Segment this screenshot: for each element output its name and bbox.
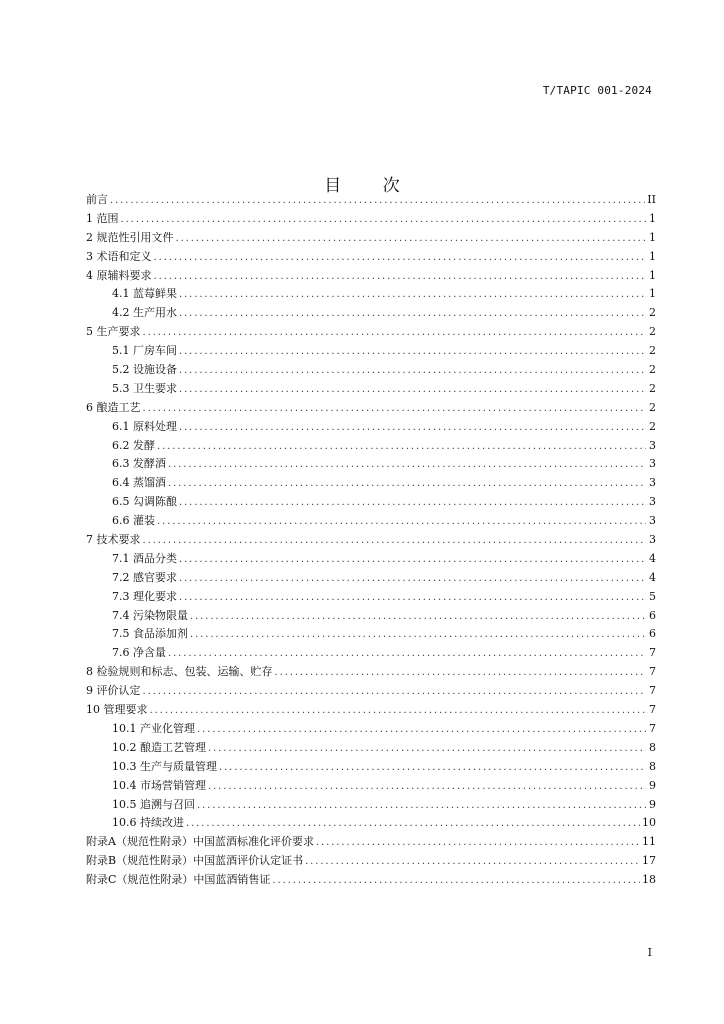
toc-entry-label: 5.2 设施设备 bbox=[112, 363, 177, 377]
toc-entry-label: 4 原辅料要求 bbox=[86, 268, 152, 282]
toc-entry-page: 4 bbox=[649, 570, 656, 584]
toc-entry-page: 10 bbox=[642, 816, 656, 830]
toc-dot-leader bbox=[157, 513, 646, 532]
toc-dot-leader bbox=[143, 324, 647, 343]
toc-entry-label: 7.5 食品添加剂 bbox=[112, 627, 188, 641]
toc-entry[interactable] bbox=[86, 493, 656, 512]
toc-entry-page: 1 bbox=[649, 268, 656, 282]
toc-dot-leader bbox=[208, 778, 646, 797]
toc-dot-leader bbox=[197, 797, 646, 816]
toc-entry[interactable] bbox=[86, 418, 656, 437]
toc-dot-leader bbox=[275, 664, 647, 683]
toc-entry-label: 10.2 酿造工艺管理 bbox=[112, 740, 206, 754]
toc-entry-page: 5 bbox=[649, 589, 656, 603]
toc-entry-label: 6.5 勾调陈酿 bbox=[112, 495, 177, 509]
toc-entry-page: 7 bbox=[649, 721, 656, 735]
toc-entry-page: 7 bbox=[649, 684, 656, 698]
toc-entry-label: 6.1 原料处理 bbox=[112, 419, 177, 433]
toc-entry-page: 3 bbox=[649, 514, 656, 528]
toc-entry-label: 10.1 产业化管理 bbox=[112, 721, 195, 735]
toc-entry[interactable] bbox=[86, 852, 656, 871]
toc-entry[interactable] bbox=[86, 550, 656, 569]
toc-entry[interactable] bbox=[86, 229, 656, 248]
toc-entry-label: 前言 bbox=[86, 193, 108, 206]
toc-dot-leader bbox=[179, 589, 646, 608]
toc-dot-leader bbox=[190, 608, 646, 627]
toc-entry-page: 18 bbox=[642, 873, 656, 887]
toc-dot-leader bbox=[143, 683, 647, 702]
toc-entry[interactable] bbox=[86, 248, 656, 267]
toc-entry[interactable] bbox=[86, 871, 656, 890]
toc-dot-leader bbox=[219, 759, 646, 778]
toc-entry-label: 6.6 灌装 bbox=[112, 514, 155, 528]
toc-dot-leader bbox=[143, 532, 647, 551]
toc-entry-page: 2 bbox=[649, 363, 656, 377]
toc-entry-page: 4 bbox=[649, 551, 656, 565]
toc-dot-leader bbox=[179, 570, 646, 589]
toc-entry-label: 附录B（规范性附录）中国蓝酒评价认定证书 bbox=[86, 854, 304, 868]
toc-entry-page: 11 bbox=[642, 835, 656, 849]
toc-entry[interactable] bbox=[86, 285, 656, 304]
toc-dot-leader bbox=[208, 740, 646, 759]
toc-dot-leader bbox=[179, 381, 646, 400]
toc-entry-label: 7.2 感官要求 bbox=[112, 570, 177, 584]
toc-dot-leader bbox=[157, 438, 646, 457]
toc-entry[interactable] bbox=[86, 833, 656, 852]
toc-entry-page: 6 bbox=[649, 608, 656, 622]
toc-entry-page: 3 bbox=[649, 533, 656, 547]
toc-entry-label: 4.1 蓝莓鲜果 bbox=[112, 287, 177, 301]
toc-dot-leader bbox=[179, 494, 646, 513]
toc-dot-leader bbox=[150, 702, 647, 721]
toc-dot-leader bbox=[179, 362, 646, 381]
toc-entry-page: 3 bbox=[649, 438, 656, 452]
toc-dot-leader bbox=[179, 551, 646, 570]
toc-entry[interactable] bbox=[86, 796, 656, 815]
toc-entry-page: 7 bbox=[649, 665, 656, 679]
toc-dot-leader bbox=[154, 268, 647, 287]
toc-entry[interactable] bbox=[86, 588, 656, 607]
toc-entry-label: 10 管理要求 bbox=[86, 703, 148, 717]
toc-entry[interactable] bbox=[86, 720, 656, 739]
toc-dot-leader bbox=[179, 343, 646, 362]
toc-title: 目 次 bbox=[324, 176, 418, 197]
toc-dot-leader bbox=[110, 192, 645, 211]
toc-dot-leader bbox=[316, 834, 640, 853]
toc-entry-label: 6.2 发酵 bbox=[112, 438, 155, 452]
toc-entry-label: 6.3 发酵酒 bbox=[112, 457, 166, 471]
toc-entry-label: 7.3 理化要求 bbox=[112, 589, 177, 603]
toc-entry-page: 9 bbox=[649, 778, 656, 792]
table-of-contents bbox=[86, 191, 656, 890]
toc-entry-page: 9 bbox=[649, 797, 656, 811]
toc-entry[interactable] bbox=[86, 399, 656, 418]
document-code: T/TAPIC 001-2024 bbox=[542, 84, 652, 97]
toc-dot-leader bbox=[143, 400, 647, 419]
toc-entry[interactable] bbox=[86, 701, 656, 720]
toc-entry-page: 8 bbox=[649, 759, 656, 773]
toc-entry-label: 6 酿造工艺 bbox=[86, 400, 141, 414]
toc-entry-label: 5 生产要求 bbox=[86, 325, 141, 339]
toc-entry-label: 8 检验规则和标志、包装、运输、贮存 bbox=[86, 665, 273, 679]
toc-entry-page: 2 bbox=[649, 325, 656, 339]
toc-entry-page: 1 bbox=[649, 211, 656, 225]
toc-entry-page: 7 bbox=[649, 646, 656, 660]
toc-dot-leader bbox=[186, 815, 640, 834]
toc-dot-leader bbox=[154, 249, 647, 268]
toc-entry-page: 1 bbox=[649, 287, 656, 301]
toc-entry[interactable] bbox=[86, 682, 656, 701]
toc-dot-leader bbox=[305, 853, 640, 872]
toc-entry[interactable] bbox=[86, 342, 656, 361]
toc-entry-label: 10.3 生产与质量管理 bbox=[112, 759, 217, 773]
toc-entry-label: 7.1 酒品分类 bbox=[112, 551, 177, 565]
toc-entry-page: 2 bbox=[649, 400, 656, 414]
toc-dot-leader bbox=[179, 419, 646, 438]
toc-entry[interactable] bbox=[86, 455, 656, 474]
toc-entry-label: 3 术语和定义 bbox=[86, 249, 152, 263]
toc-dot-leader bbox=[168, 475, 646, 494]
toc-dot-leader bbox=[179, 305, 646, 324]
toc-entry[interactable] bbox=[86, 267, 656, 286]
toc-entry-label: 10.4 市场营销管理 bbox=[112, 778, 206, 792]
toc-dot-leader bbox=[272, 872, 640, 891]
toc-entry-page: 3 bbox=[649, 457, 656, 471]
toc-entry-label: 1 范围 bbox=[86, 211, 119, 225]
toc-entry[interactable] bbox=[86, 777, 656, 796]
toc-entry[interactable] bbox=[86, 474, 656, 493]
toc-entry-page: 6 bbox=[649, 627, 656, 641]
toc-entry[interactable] bbox=[86, 625, 656, 644]
toc-entry-page: 7 bbox=[649, 703, 656, 717]
toc-entry[interactable] bbox=[86, 569, 656, 588]
toc-entry[interactable] bbox=[86, 380, 656, 399]
page-number: I bbox=[647, 946, 652, 959]
toc-entry-label: 5.3 卫生要求 bbox=[112, 381, 177, 395]
toc-entry[interactable] bbox=[86, 644, 656, 663]
toc-entry-label: 6.4 蒸馏酒 bbox=[112, 476, 166, 490]
toc-entry-page: 17 bbox=[642, 854, 656, 868]
toc-entry-page: 1 bbox=[649, 230, 656, 244]
toc-dot-leader bbox=[179, 286, 646, 305]
toc-entry-page: 3 bbox=[649, 495, 656, 509]
toc-entry-page: 2 bbox=[649, 419, 656, 433]
toc-entry-label: 10.5 追溯与召回 bbox=[112, 797, 195, 811]
toc-entry-label: 7.6 净含量 bbox=[112, 646, 166, 660]
toc-entry[interactable] bbox=[86, 361, 656, 380]
toc-entry[interactable] bbox=[86, 607, 656, 626]
toc-dot-leader bbox=[168, 645, 646, 664]
toc-entry[interactable] bbox=[86, 210, 656, 229]
toc-entry[interactable] bbox=[86, 191, 656, 210]
toc-entry-page: II bbox=[647, 193, 656, 206]
toc-dot-leader bbox=[176, 230, 647, 249]
toc-entry-label: 5.1 厂房车间 bbox=[112, 344, 177, 358]
toc-entry-page: 2 bbox=[649, 306, 656, 320]
toc-dot-leader bbox=[168, 456, 646, 475]
toc-entry-label: 4.2 生产用水 bbox=[112, 306, 177, 320]
toc-entry[interactable] bbox=[86, 531, 656, 550]
toc-dot-leader bbox=[190, 626, 646, 645]
toc-dot-leader bbox=[197, 721, 646, 740]
toc-entry[interactable] bbox=[86, 758, 656, 777]
toc-entry-label: 10.6 持续改进 bbox=[112, 816, 184, 830]
toc-entry[interactable] bbox=[86, 323, 656, 342]
toc-entry-label: 附录C（规范性附录）中国蓝酒销售证 bbox=[86, 873, 271, 887]
toc-entry-label: 2 规范性引用文件 bbox=[86, 230, 174, 244]
toc-entry-page: 2 bbox=[649, 344, 656, 358]
toc-entry[interactable] bbox=[86, 814, 656, 833]
toc-dot-leader bbox=[121, 211, 647, 230]
toc-entry-page: 2 bbox=[649, 381, 656, 395]
toc-entry-page: 8 bbox=[649, 740, 656, 754]
toc-entry-label: 附录A（规范性附录）中国蓝酒标准化评价要求 bbox=[86, 835, 314, 849]
toc-entry-label: 7.4 污染物限量 bbox=[112, 608, 188, 622]
toc-entry-page: 1 bbox=[649, 249, 656, 263]
toc-entry-page: 3 bbox=[649, 476, 656, 490]
toc-entry[interactable] bbox=[86, 663, 656, 682]
toc-entry-label: 7 技术要求 bbox=[86, 533, 141, 547]
toc-entry[interactable] bbox=[86, 304, 656, 323]
toc-entry-label: 9 评价认定 bbox=[86, 684, 141, 698]
toc-entry[interactable] bbox=[86, 739, 656, 758]
toc-entry[interactable] bbox=[86, 512, 656, 531]
toc-entry[interactable] bbox=[86, 437, 656, 456]
